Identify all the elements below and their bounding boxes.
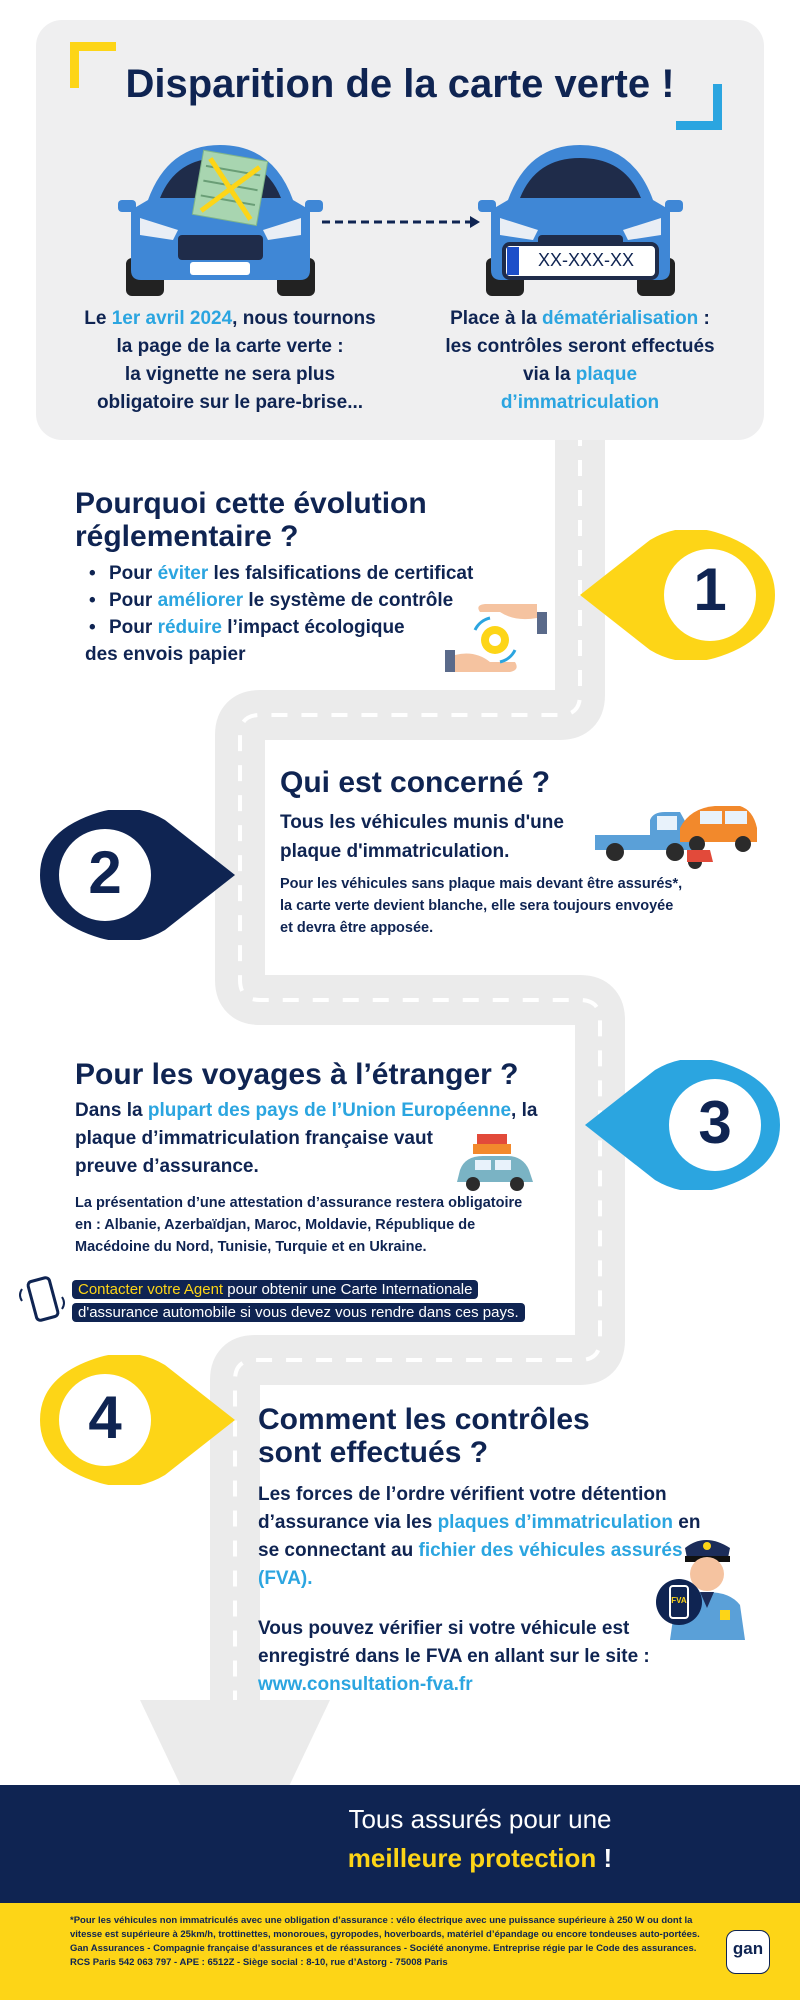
banner-text: Tous assurés pour une meilleure protection ! [347, 1804, 613, 1873]
phone-ringing-icon [18, 1275, 66, 1325]
section2-lead: Tous les véhicules munis d'une plaque d'immatriculation. [280, 812, 564, 862]
car-with-green-card-icon [118, 140, 323, 300]
agent-contact: Contacter votre Agent pour obtenir une Carte Internationale d'assurance automobile si vous devez vous rendre dans ces pays. [72, 1278, 592, 1324]
section2-number: 2 [88, 839, 122, 906]
gan-logo: gan [726, 1930, 770, 1974]
vehicles-icon [595, 800, 760, 870]
list-item: • Pour améliorer le système de contrôle [75, 587, 535, 614]
plate-text: XX-XXX-XX [537, 250, 635, 270]
footer-legal-1: Gan Assurances - Compagnie française d’assurances et de réassurances - Société anonyme. Entreprise régie par le Code des assurances. [70, 1943, 697, 1954]
section4-number: 4 [88, 1384, 122, 1451]
section2-note: Pour les véhicules sans plaque mais devant être assurés*, la carte verte devient blanche, elle sera toujours envoyée et devra être apposée. [280, 876, 683, 936]
section4-title: Comment les contrôles sont effectués ? [258, 1403, 590, 1469]
list-item: • Pour réduire l’impact écologique des envois papier [75, 614, 535, 668]
section1-number: 1 [693, 556, 727, 623]
left-caption: Le 1er avril 2024, nous tournons la page de la carte verte : la vignette ne sera plus obligatoire sur le pare-brise... [84, 308, 376, 413]
section2-title: Qui est concerné ? [280, 766, 551, 799]
section4-paragraph2: Vous pouvez vérifier si votre véhicule est enregistré dans le FVA en allant sur le site : www.consultation-fva.fr [258, 1618, 650, 1695]
hands-gear-icon [445, 600, 550, 685]
section3-title: Pour les voyages à l’étranger ? [75, 1058, 519, 1091]
footer-note: *Pour les véhicules non immatriculés avec une obligation d’assurance : vélo électrique avec une puissance supérieure à 250 W ou dont la vitesse est supérieure à 25km/h, trottinettes, monoroues, gyropodes, hoverboards, matériel d’épandage ou encore tondeuses auto-portées. [70, 1915, 700, 1940]
section3-number: 3 [698, 1089, 732, 1156]
footer-legal-2: RCS Paris 542 063 797 - APE : 6512Z - Siège social : 8-10, rue d’Astorg - 75008 Paris [70, 1957, 448, 1968]
footer-text [70, 1914, 700, 1970]
section4-paragraph1: Les forces de l’ordre vérifient votre détention d’assurance via les plaques d’immatriculation en se connectant au fichier des véhicules assurés (FVA). [258, 1484, 701, 1589]
page-title: Disparition de la carte verte ! [125, 62, 675, 106]
section1-title: Pourquoi cette évolution réglementaire ? [75, 487, 427, 553]
travel-car-icon [455, 1132, 535, 1192]
fva-link[interactable]: www.consultation-fva.fr [258, 1674, 473, 1695]
list-item: • Pour éviter les falsifications de certificat [75, 560, 535, 587]
fva-phone-label: FVA [671, 1596, 687, 1605]
dashed-arrow-icon [322, 212, 482, 232]
car-with-plate-icon [478, 140, 683, 300]
section3-note: La présentation d’une attestation d’assurance restera obligatoire en : Albanie, Azerbaïdjan, Maroc, Moldavie, République de Macédoine du Nord, Tunisie, Turquie et en Ukraine. [75, 1195, 523, 1255]
right-caption: Place à la dématérialisation : les contrôles seront effectués via la plaque d’immatriculation [445, 308, 715, 413]
section3-lead: Dans la plupart des pays de l’Union Européenne, la plaque d’immatriculation française vaut preuve d’assurance. [75, 1100, 538, 1177]
